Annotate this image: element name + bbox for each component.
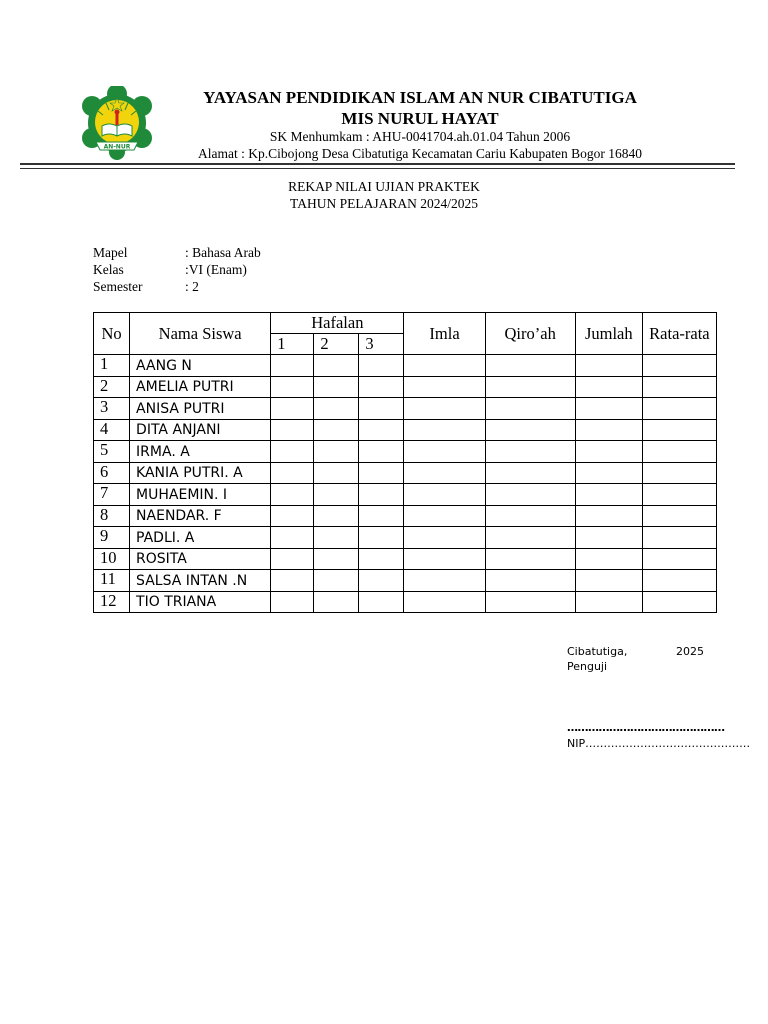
score-cell-jumlah <box>575 484 642 506</box>
score-cell-imla <box>404 441 485 463</box>
table-row <box>94 548 717 570</box>
header-imla: Imla <box>404 313 485 355</box>
score-cell-hafalan-2 <box>314 462 359 484</box>
row-number: 5 <box>94 441 130 463</box>
score-cell-hafalan-3 <box>359 505 404 527</box>
score-cell-rata-rata <box>642 484 716 506</box>
score-cell-rata-rata <box>642 398 716 420</box>
score-cell-hafalan-2 <box>314 484 359 506</box>
score-cell-hafalan-2 <box>314 548 359 570</box>
score-cell-jumlah <box>575 548 642 570</box>
score-cell-imla <box>404 419 485 441</box>
table-row <box>94 376 717 398</box>
grade-table <box>93 312 717 613</box>
letterhead-rule-thin <box>20 168 735 169</box>
score-cell-qiroah <box>485 484 575 506</box>
score-cell-hafalan-2 <box>314 355 359 377</box>
score-cell-hafalan-3 <box>359 376 404 398</box>
student-name: AANG N <box>130 355 271 377</box>
score-cell-hafalan-3 <box>359 570 404 592</box>
score-cell-jumlah <box>575 398 642 420</box>
signature-place: Cibatutiga, <box>567 645 628 658</box>
score-cell-hafalan-1 <box>271 398 314 420</box>
row-number: 7 <box>94 484 130 506</box>
student-name: TIO TRIANA <box>130 591 271 613</box>
kelas-label: Kelas <box>93 262 124 277</box>
score-cell-qiroah <box>485 570 575 592</box>
row-number: 2 <box>94 376 130 398</box>
score-cell-qiroah <box>485 376 575 398</box>
score-cell-hafalan-1 <box>271 441 314 463</box>
score-cell-hafalan-1 <box>271 527 314 549</box>
score-cell-jumlah <box>575 419 642 441</box>
score-cell-qiroah <box>485 398 575 420</box>
header-hafalan-2: 2 <box>314 334 359 355</box>
score-cell-hafalan-1 <box>271 484 314 506</box>
student-name: KANIA PUTRI. A <box>130 462 271 484</box>
score-cell-qiroah <box>485 527 575 549</box>
score-cell-hafalan-3 <box>359 548 404 570</box>
student-name: PADLI. A <box>130 527 271 549</box>
score-cell-hafalan-2 <box>314 570 359 592</box>
mapel-label: Mapel <box>93 245 128 260</box>
table-row <box>94 441 717 463</box>
score-cell-rata-rata <box>642 591 716 613</box>
table-row <box>94 398 717 420</box>
score-cell-imla <box>404 484 485 506</box>
row-number: 8 <box>94 505 130 527</box>
score-cell-hafalan-1 <box>271 591 314 613</box>
score-cell-jumlah <box>575 441 642 463</box>
score-cell-hafalan-1 <box>271 505 314 527</box>
score-cell-hafalan-1 <box>271 419 314 441</box>
letterhead-rule-thick <box>20 163 735 165</box>
table-row <box>94 355 717 377</box>
score-cell-imla <box>404 355 485 377</box>
student-name: ANISA PUTRI <box>130 398 271 420</box>
table-row <box>94 527 717 549</box>
score-cell-qiroah <box>485 505 575 527</box>
score-cell-hafalan-3 <box>359 419 404 441</box>
student-name: DITA ANJANI <box>130 419 271 441</box>
score-cell-hafalan-2 <box>314 419 359 441</box>
score-cell-jumlah <box>575 376 642 398</box>
score-cell-hafalan-1 <box>271 355 314 377</box>
signature-nip: NIP……………………………………… <box>567 737 751 750</box>
document-title: REKAP NILAI UJIAN PRAKTEK <box>288 179 480 194</box>
row-number: 4 <box>94 419 130 441</box>
score-cell-rata-rata <box>642 376 716 398</box>
header-jumlah: Jumlah <box>575 313 642 355</box>
mapel-value: : Bahasa Arab <box>185 245 261 260</box>
score-cell-qiroah <box>485 548 575 570</box>
score-cell-hafalan-3 <box>359 591 404 613</box>
score-cell-imla <box>404 527 485 549</box>
score-cell-hafalan-2 <box>314 505 359 527</box>
header-qiroah: Qiro’ah <box>485 313 575 355</box>
header-no: No <box>94 313 130 355</box>
academic-year: TAHUN PELAJARAN 2024/2025 <box>290 196 478 211</box>
score-cell-jumlah <box>575 570 642 592</box>
score-cell-hafalan-2 <box>314 376 359 398</box>
semester-value: : 2 <box>185 279 199 294</box>
score-cell-hafalan-1 <box>271 548 314 570</box>
score-cell-hafalan-3 <box>359 355 404 377</box>
row-number: 6 <box>94 462 130 484</box>
signature-name-line: ……………………………………… <box>567 721 725 734</box>
table-row <box>94 591 717 613</box>
header-hafalan-1: 1 <box>271 334 314 355</box>
score-cell-qiroah <box>485 419 575 441</box>
score-cell-hafalan-1 <box>271 376 314 398</box>
org-name: YAYASAN PENDIDIKAN ISLAM AN NUR CIBATUTIGA <box>203 88 637 107</box>
signature-year: 2025 <box>676 645 704 658</box>
signature-role: Penguji <box>567 660 608 673</box>
sk-registration: SK Menhumkam : AHU-0041704.ah.01.04 Tahun 2006 <box>269 129 571 144</box>
row-number: 11 <box>94 570 130 592</box>
score-cell-rata-rata <box>642 441 716 463</box>
score-cell-qiroah <box>485 462 575 484</box>
kelas-value: :VI (Enam) <box>185 262 247 277</box>
score-cell-jumlah <box>575 591 642 613</box>
student-name: SALSA INTAN .N <box>130 570 271 592</box>
score-cell-hafalan-3 <box>359 441 404 463</box>
score-cell-hafalan-2 <box>314 527 359 549</box>
score-cell-hafalan-3 <box>359 527 404 549</box>
score-cell-qiroah <box>485 591 575 613</box>
row-number: 1 <box>94 355 130 377</box>
score-cell-imla <box>404 570 485 592</box>
score-cell-jumlah <box>575 355 642 377</box>
score-cell-jumlah <box>575 462 642 484</box>
score-cell-rata-rata <box>642 462 716 484</box>
score-cell-hafalan-3 <box>359 398 404 420</box>
score-cell-rata-rata <box>642 419 716 441</box>
score-cell-qiroah <box>485 355 575 377</box>
student-name: AMELIA PUTRI <box>130 376 271 398</box>
row-number: 12 <box>94 591 130 613</box>
score-cell-rata-rata <box>642 505 716 527</box>
school-logo <box>76 86 158 160</box>
header-name: Nama Siswa <box>130 313 271 355</box>
score-cell-jumlah <box>575 505 642 527</box>
student-name: NAENDAR. F <box>130 505 271 527</box>
row-number: 3 <box>94 398 130 420</box>
score-cell-hafalan-3 <box>359 484 404 506</box>
semester-label: Semester <box>93 279 143 294</box>
score-cell-rata-rata <box>642 570 716 592</box>
score-cell-rata-rata <box>642 548 716 570</box>
score-cell-jumlah <box>575 527 642 549</box>
score-cell-rata-rata <box>642 527 716 549</box>
score-cell-imla <box>404 376 485 398</box>
table-row <box>94 419 717 441</box>
header-hafalan: Hafalan <box>271 313 404 334</box>
student-name: IRMA. A <box>130 441 271 463</box>
header-hafalan-3: 3 <box>359 334 404 355</box>
table-row <box>94 505 717 527</box>
row-number: 9 <box>94 527 130 549</box>
table-row <box>94 570 717 592</box>
logo-ribbon-text: AN-NUR <box>103 143 131 151</box>
table-row <box>94 484 717 506</box>
row-number: 10 <box>94 548 130 570</box>
score-cell-qiroah <box>485 441 575 463</box>
score-cell-hafalan-2 <box>314 591 359 613</box>
score-cell-hafalan-1 <box>271 462 314 484</box>
score-cell-imla <box>404 505 485 527</box>
score-cell-rata-rata <box>642 355 716 377</box>
school-address: Alamat : Kp.Cibojong Desa Cibatutiga Kecamatan Cariu Kabupaten Bogor 16840 <box>198 146 642 161</box>
table-row <box>94 462 717 484</box>
student-name: MUHAEMIN. I <box>130 484 271 506</box>
score-cell-hafalan-1 <box>271 570 314 592</box>
score-cell-hafalan-3 <box>359 462 404 484</box>
score-cell-hafalan-2 <box>314 441 359 463</box>
score-cell-imla <box>404 591 485 613</box>
score-cell-hafalan-2 <box>314 398 359 420</box>
score-cell-imla <box>404 462 485 484</box>
header-rata-rata: Rata-rata <box>642 313 716 355</box>
school-name: MIS NURUL HAYAT <box>341 109 499 128</box>
score-cell-imla <box>404 398 485 420</box>
score-cell-imla <box>404 548 485 570</box>
student-name: ROSITA <box>130 548 271 570</box>
